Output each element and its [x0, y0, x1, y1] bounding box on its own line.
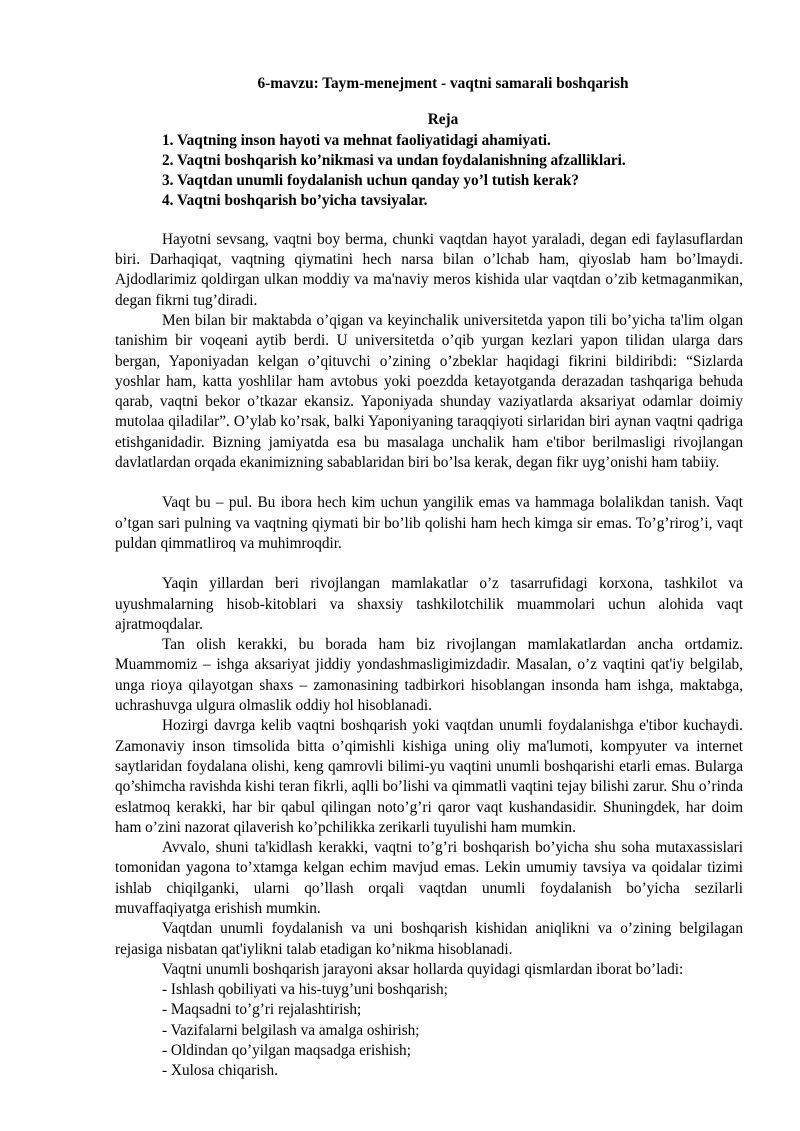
process-list-item: - Ishlash qobiliyati va his-tuyg’uni boshqarish; [162, 981, 448, 999]
paragraph: Hozirgi davrga kelib vaqtni boshqarish yoki vaqtdan unumli foydalanishga e'tibor kuchaydi. Zamonaviy inson timsolida bitta o’qimishli kishiga uning oliy ma'lumoti, kompyuter va internet saytlaridan foydalana olishi, keng qamrovli bilimi-yu vaqtini unumli boshqarishi etarli emas. Bularga qo’shimcha ravishda kishi teran fikrli, aqlli bo’lishi va qimmatli vaqtini tejay bilishi zarur. Shu o’rinda eslatmoq kerakki, har bir qabul qilingan noto’g’ri qaror vaqt kushandasidir. Shuningdek, har doim ham o’zini nazorat qilaverish ko’pchilikka zerikarli tuyulishi ham mumkin. [115, 717, 743, 836]
plan-list [115, 131, 743, 212]
paragraph: Vaqt bu – pul. Bu ibora hech kim uchun yangilik emas va hammaga bolalikdan tanish. Vaqt o’tgan sari pulning va vaqtning qiymati bir bo’lib qolishi ham hech kimga sir emas. To’g’rirog’i, vaqt puldan qimmatliroq va muhimroqdir. [115, 494, 743, 552]
process-list-item: - Vazifalarni belgilash va amalga oshirish; [162, 1021, 420, 1039]
paragraph: Vaqtni unumli boshqarish jarayoni aksar hollarda quyidagi qismlardan iborat bo’ladi: [162, 960, 684, 978]
plan-item: 3. Vaqtdan unumli foydalanish uchun qanday yo’l tutish kerak? [162, 172, 579, 190]
paragraph: Hayotni sevsang, vaqtni boy berma, chunki vaqtdan hayot yaraladi, degan edi faylasuflardan biri. Darhaqiqat, vaqtning qiymatini hech narsa bilan o’lchab ham, qiyoslab ham bo’lmaydi. Ajdodlarimiz qoldirgan ulkan moddiy va ma'naviy meros kishida ular vaqtdan o’zib ketmaganmikan, degan fikrni tug’diradi. [115, 230, 743, 309]
process-list-item: - Xulosa chiqarish. [162, 1062, 278, 1080]
document-title: 6-mavzu: Taym-menejment - vaqtni samarali boshqarish [257, 75, 629, 92]
plan-item: 4. Vaqtni boshqarish bo’yicha tavsiyalar. [162, 192, 428, 210]
paragraph-spacer [115, 554, 743, 574]
paragraph: Tan olish kerakki, bu borada ham biz rivojlangan mamlakatlardan ancha ortdamiz. Muammomiz – ishga aksariyat jiddiy yondashmasligimizdadir. Masalan, o’z vaqtini qat'iy belgilab, unga rioya qilayotgan shaxs – zamonasining tadbirkori hisoblangan insonda ham ishga, maktabga, uchrashuvga ulgura olmaslik oddiy hol hisoblanadi. [115, 636, 743, 715]
plan-item: 2. Vaqtni boshqarish ko’nikmasi va undan foydalanishning afzalliklari. [162, 151, 626, 169]
process-list-item: - Maqsadni to’g’ri rejalashtirish; [162, 1001, 362, 1019]
document-page [115, 74, 743, 1082]
process-list [115, 980, 743, 1081]
process-list-item: - Oldindan qo’yilgan maqsadga erishish; [162, 1042, 411, 1060]
paragraph: Vaqtdan unumli foydalanish va uni boshqarish kishidan aniqlikni va o’zining belgilagan rejasiga nisbatan qat'iylikni talab etadigan ko’nikma hisoblanadi. [115, 920, 743, 958]
paragraph: Avvalo, shuni ta'kidlash kerakki, vaqtni to’g’ri boshqarish bo’yicha shu soha mutaxassislari tomonidan yagona to’xtamga kelgan echim mavjud emas. Lekin umumiy tavsiya va qoidalar tizimi ishlab chiqilganki, ularni qo’llash orqali vaqtdan unumli foydalanish bo’yicha sezilarli muvaffaqiyatga erishish mumkin. [115, 839, 743, 917]
paragraph: Men bilan bir maktabda o’qigan va keyinchalik universitetda yapon tili bo’yicha ta'lim olgan tanishim bir voqeani aytib berdi. U universitetda o’qib yurgan kezlari yapon tilidan ularga dars bergan, Yaponiyadan kelgan o’qituvchi o’zining o’zbeklar haqidagi fikrini bildiribdi: “Sizlarda yoshlar ham, katta yoshlilar ham avtobus yoki poezdda ketayotganda derazadan tashqariga behuda qarab, vaqtni bekor o’tkazar ekansiz. Yaponiyada shunday vaziyatlarda aksariyat odamlar doimiy mutolaa qiladilar”. O’ylab ko’rsak, balki Yaponiyaning taraqqiyoti sirlaridan biri aynan vaqtni qadriga etishganidadir. Bizning jamiyatda esa bu masalaga unchalik ham e'tibor berilmasligi rivojlangan davlatlardan orqada ekanimizning sabablaridan biri bo’lsa kerak, degan fikr uyg’onishi ham tabiiy. [115, 311, 743, 472]
plan-item: 1. Vaqtning inson hayoti va mehnat faoliyatidagi ahamiyati. [162, 131, 551, 149]
plan-heading: Reja [427, 111, 459, 129]
paragraph-spacer [115, 473, 743, 493]
paragraph: Yaqin yillardan beri rivojlangan mamlakatlar o’z tasarrufidagi korxona, tashkilot va uyushmalarning hisob-kitoblari va shaxsiy tashkilotchilik muammolari uchun alohida vaqt ajratmoqdalar. [115, 575, 743, 633]
